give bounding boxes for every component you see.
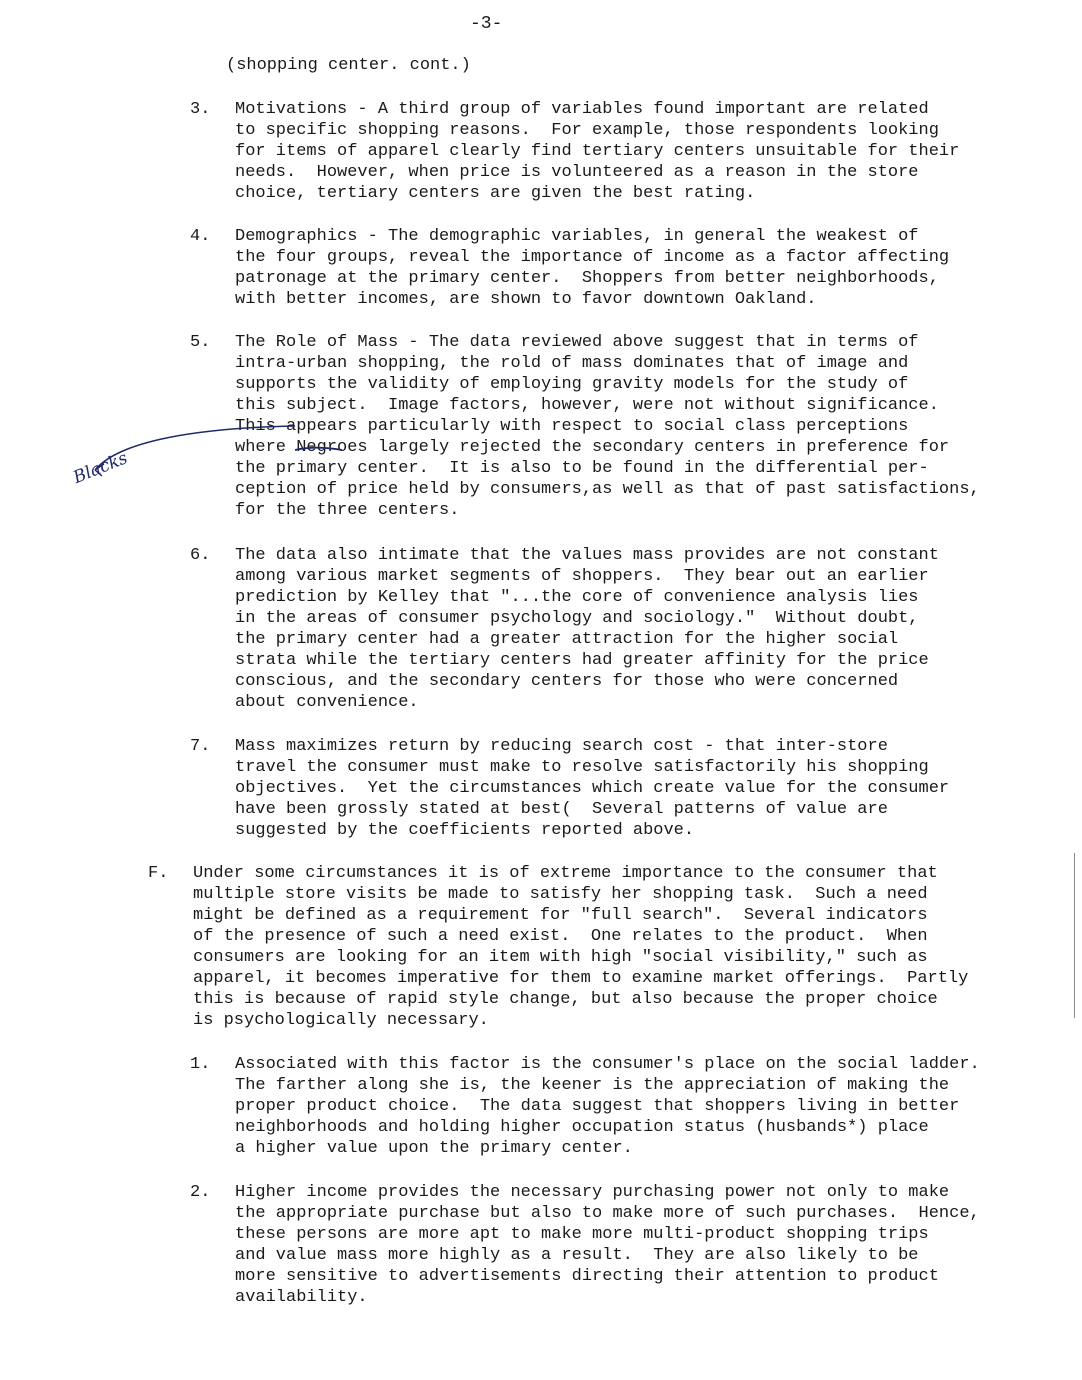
text-line: is psychologically necessary. (193, 1011, 489, 1030)
text-line: conscious, and the secondary centers for those who were concerned (235, 672, 899, 691)
text-line: apparel, it becomes imperative for them to examine market offerings. Partly (193, 969, 969, 988)
page-number: -3- (470, 14, 503, 34)
text-line: and value mass more highly as a result. They are also likely to be (235, 1246, 919, 1265)
text-line: the primary center had a greater attraction for the higher social (235, 630, 899, 649)
list-marker-5: 5. (190, 333, 211, 352)
handwritten-annotation: Blacks (70, 448, 131, 488)
text-line: availability. (235, 1288, 368, 1307)
item-4-paragraph (235, 226, 949, 310)
section-f-paragraph (193, 863, 968, 1031)
text-line: for the three centers. (235, 501, 460, 520)
text-line: strata while the tertiary centers had greater affinity for the price (235, 651, 929, 670)
handwritten-annotation-stroke (90, 420, 350, 490)
subitem-marker-1: 1. (190, 1055, 211, 1074)
subitem-marker-2: 2. (190, 1183, 211, 1202)
text-line: among various market segments of shoppers. They bear out an earlier (235, 567, 929, 586)
text-line: neighborhoods and holding higher occupation status (husbands*) place (235, 1118, 929, 1137)
text-line: prediction by Kelley that "...the core of convenience analysis lies (235, 588, 919, 607)
text-line: Motivations - A third group of variables found important are related (235, 100, 929, 119)
text-line: consumers are looking for an item with high "social visibility," such as (193, 948, 928, 967)
item-6-paragraph (235, 545, 939, 713)
text-line: multiple store visits be made to satisfy her shopping task. Such a need (193, 885, 928, 904)
text-line: a higher value upon the primary center. (235, 1139, 633, 1158)
text-line: patronage at the primary center. Shoppers from better neighborhoods, (235, 269, 939, 288)
text-line: Higher income provides the necessary purchasing power not only to make (235, 1183, 950, 1202)
list-marker-6: 6. (190, 546, 211, 565)
text-line: Demographics - The demographic variables, in general the weakest of (235, 227, 919, 246)
item-7-paragraph (235, 736, 949, 841)
text-line: to specific shopping reasons. For example, those respondents looking (235, 121, 939, 140)
text-line: supports the validity of employing gravity models for the study of (235, 375, 909, 394)
list-marker-4: 4. (190, 227, 211, 246)
text-line: The farther along she is, the keener is the appreciation of making the (235, 1076, 950, 1095)
text-line: This appears particularly with respect to social class perceptions (235, 417, 909, 436)
subitem-2-paragraph (235, 1182, 980, 1308)
list-marker-7: 7. (190, 737, 211, 756)
text-line: more sensitive to advertisements directing their attention to product (235, 1267, 939, 1286)
text-line: the four groups, reveal the importance of income as a factor affecting (235, 248, 950, 267)
section-f-marker: F. (148, 864, 169, 883)
text-line: The data also intimate that the values mass provides are not constant (235, 546, 939, 565)
text-line: with better incomes, are shown to favor downtown Oakland. (235, 290, 817, 309)
text-line: intra-urban shopping, the rold of mass dominates that of image and (235, 354, 909, 373)
text-line: the appropriate purchase but also to make more of such purchases. Hence, (235, 1204, 980, 1223)
text-line: The Role of Mass - The data reviewed above suggest that in terms of (235, 333, 919, 352)
list-marker-3: 3. (190, 100, 211, 119)
text-line: needs. However, when price is volunteered as a reason in the store (235, 163, 919, 182)
text-line: these persons are more apt to make more multi-product shopping trips (235, 1225, 929, 1244)
text-line: objectives. Yet the circumstances which create value for the consumer (235, 779, 950, 798)
text-line: for items of apparel clearly find tertiary centers unsuitable for their (235, 142, 960, 161)
text-line: in the areas of consumer psychology and sociology." Without doubt, (235, 609, 919, 628)
text-line: might be defined as a requirement for "full search". Several indicators (193, 906, 928, 925)
text-line: have been grossly stated at best( Several patterns of value are (235, 800, 888, 819)
text-line: Under some circumstances it is of extreme importance to the consumer that (193, 864, 938, 883)
text-line: Mass maximizes return by reducing search cost - that inter-store (235, 737, 888, 756)
text-line: this is because of rapid style change, but also because the proper choice (193, 990, 938, 1009)
text-line: travel the consumer must make to resolve satisfactorily his shopping (235, 758, 929, 777)
text-line: about convenience. (235, 693, 419, 712)
item-3-paragraph (235, 99, 959, 204)
text-line: suggested by the coefficients reported above. (235, 821, 695, 840)
text-line: this subject. Image factors, however, were not without significance. (235, 396, 939, 415)
subitem-1-paragraph (235, 1054, 980, 1159)
text-line: of the presence of such a need exist. One relates to the product. When (193, 927, 928, 946)
text-line: the primary center. It is also to be found in the differential per- (235, 459, 929, 478)
text-line: choice, tertiary centers are given the best rating. (235, 184, 756, 203)
text-line: proper product choice. The data suggest that shoppers living in better (235, 1097, 960, 1116)
scan-edge-mark (1074, 853, 1075, 1018)
continued-heading: (shopping center. cont.) (226, 56, 471, 75)
text-line: Associated with this factor is the consumer's place on the social ladder. (235, 1055, 980, 1074)
text-line: ception of price held by consumers,as well as that of past satisfactions, (235, 480, 980, 499)
text-line-with-strikethrough: where Negroes largely rejected the secondary centers in preference for (235, 438, 950, 457)
